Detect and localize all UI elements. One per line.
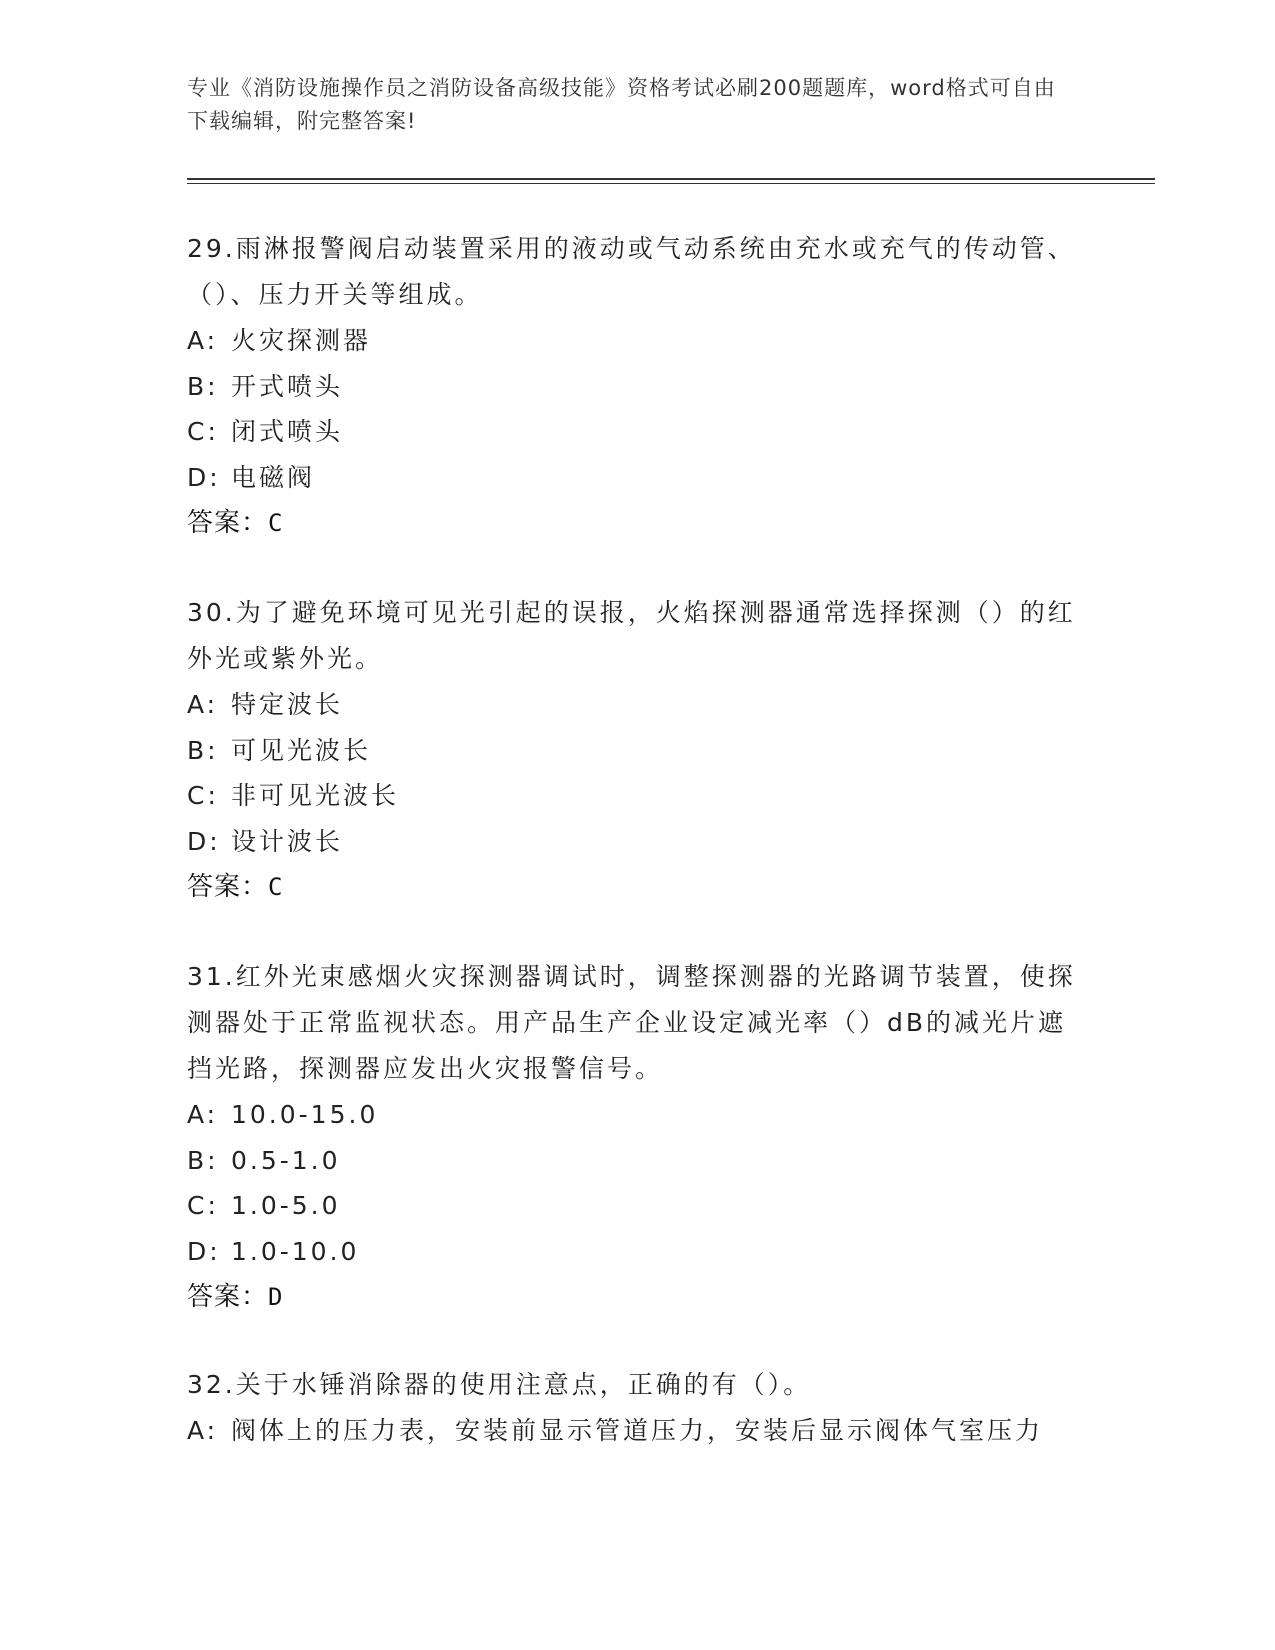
answer-value: C [268, 509, 284, 537]
question-30 [187, 590, 1087, 910]
option-b [187, 1138, 1087, 1184]
option-c [187, 1183, 1087, 1229]
option-b [187, 728, 1087, 774]
answer-value: C [268, 873, 284, 901]
option-text: 火灾探测器 [231, 326, 372, 355]
option-text: 可见光波长 [231, 735, 372, 765]
option-d [187, 819, 1087, 865]
option-key: D: [187, 462, 221, 492]
option-c [187, 773, 1087, 819]
option-key: D: [187, 826, 221, 856]
option-text: 电磁阀 [231, 462, 316, 492]
option-text: 10.0-15.0 [231, 1100, 379, 1129]
option-key: B: [187, 735, 219, 765]
option-key: A: [187, 690, 219, 719]
option-key: C: [187, 781, 219, 810]
option-a [187, 318, 1087, 364]
document-header: 专业《消防设施操作员之消防设备高级技能》资格考试必刷200题题库，word格式可自由下载编辑，附完整答案! [187, 76, 1056, 133]
option-key: A: [187, 1416, 219, 1445]
option-key: C: [187, 417, 219, 446]
option-key: A: [187, 1100, 219, 1129]
answer-value: D [268, 1283, 284, 1311]
option-text: 设计波长 [231, 826, 344, 856]
option-key: D: [187, 1236, 221, 1266]
answer-line [187, 500, 1087, 546]
option-d [187, 1229, 1087, 1275]
option-text: 1.0-5.0 [231, 1191, 341, 1220]
option-a [187, 1408, 1087, 1454]
option-a [187, 682, 1087, 728]
option-text: 开式喷头 [231, 371, 344, 401]
option-text: 1.0-10.0 [231, 1236, 360, 1266]
option-a [187, 1092, 1087, 1138]
answer-label: 答案： [187, 1282, 269, 1312]
option-b [187, 364, 1087, 410]
option-d [187, 455, 1087, 501]
option-text: 非可见光波长 [231, 781, 400, 810]
option-text: 0.5-1.0 [231, 1145, 341, 1175]
option-text: 阀体上的压力表，安装前显示管道压力，安装后显示阀体气室压力 [231, 1416, 1044, 1445]
option-key: C: [187, 1191, 219, 1220]
question-29 [187, 226, 1087, 546]
answer-label: 答案： [187, 872, 269, 902]
question-stem: 29.雨淋报警阀启动装置采用的液动或气动系统由充水或充气的传动管、（）、压力开关等组成。 [187, 234, 1076, 309]
option-c [187, 409, 1087, 455]
option-text: 闭式喷头 [231, 417, 344, 446]
option-key: A: [187, 326, 219, 355]
option-key: B: [187, 371, 219, 401]
question-32 [187, 1362, 1087, 1454]
answer-label: 答案： [187, 508, 269, 538]
question-31 [187, 954, 1087, 1320]
question-stem: 32.关于水锤消除器的使用注意点，正确的有（）。 [187, 1370, 812, 1399]
option-key: B: [187, 1145, 219, 1175]
header-divider [187, 178, 1155, 184]
question-stem: 31.红外光束感烟火灾探测器调试时，调整探测器的光路调节装置，使探测器处于正常监视状态。用产品生产企业设定减光率（）dB的减光片遮挡光路，探测器应发出火灾报警信号。 [187, 962, 1076, 1083]
answer-line [187, 864, 1087, 910]
question-stem: 30.为了避免环境可见光引起的误报，火焰探测器通常选择探测（）的红外光或紫外光。 [187, 598, 1076, 673]
answer-line [187, 1274, 1087, 1320]
option-text: 特定波长 [231, 690, 344, 719]
